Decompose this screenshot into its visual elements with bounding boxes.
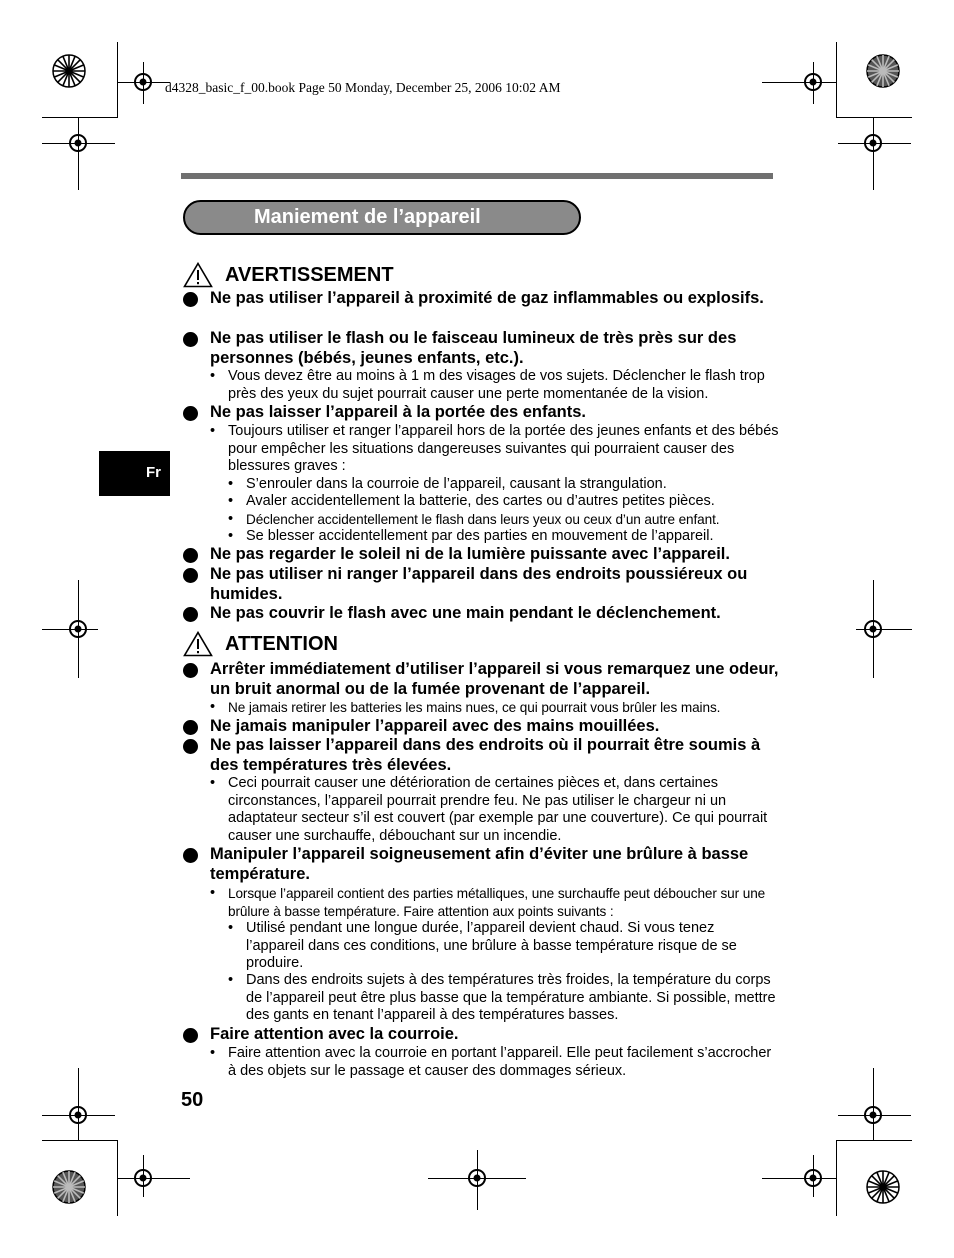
starburst-target-icon <box>52 1170 86 1204</box>
registration-target-icon <box>66 617 90 641</box>
bullet-icon <box>183 1028 198 1043</box>
list-item-text: Arrêter immédiatement d’utiliser l’appareil si vous remarquez une odeur, un bruit anormal ou de la fumée provenant de l’appareil. <box>210 660 779 698</box>
bullet-icon <box>183 848 198 863</box>
sub-list-item-text: Faire attention avec la courroie en portant l’appareil. Elle peut facilement s’accrocher à des objets sur le passage et causer des dommages sérieux. <box>228 1045 772 1079</box>
sub-list-item-text: Toujours utiliser et ranger l’appareil hors de la portée des jeunes enfants et des bébés pour empêcher les situations dangereuses suivantes qui pourraient causer des blessures graves : <box>228 423 779 474</box>
list-item-text: Ne pas laisser l’appareil dans des endroits où il pourrait être soumis à des températures très élevées. <box>210 736 761 774</box>
sub-bullet: • <box>210 885 216 901</box>
sub-list-item-text: Ne jamais retirer les batteries les mains nues, ce qui pourrait vous brûler les mains. <box>228 700 721 715</box>
registration-target-icon <box>801 70 825 94</box>
sub-bullet: • <box>210 1045 216 1061</box>
starburst-target-icon <box>52 54 86 88</box>
registration-target-icon <box>66 1103 90 1127</box>
warning-heading <box>183 262 394 288</box>
page-number: 50 <box>181 1089 204 1111</box>
sub-bullet: • <box>228 528 234 544</box>
bullet-icon <box>183 406 198 421</box>
sub-sub-list-item-text: Dans des endroits sujets à des températures très froides, la température du corps de l’appareil peut être plus basse que la température ambiante. Si possible, mettre des gants en tenant l’appareil à des températures basses. <box>246 972 776 1023</box>
bullet-icon <box>183 720 198 735</box>
list-item-text: Ne pas utiliser ni ranger l’appareil dans des endroits poussiéreux ou humides. <box>210 565 748 603</box>
sub-sub-list-item-text: S’enrouler dans la courroie de l’appareil, causant la strangulation. <box>246 476 667 492</box>
starburst-target-icon <box>866 1170 900 1204</box>
sub-bullet: • <box>210 423 216 439</box>
bullet-icon <box>183 548 198 563</box>
registration-target-icon <box>66 131 90 155</box>
bullet-icon <box>183 739 198 754</box>
sub-sub-list-item-text: Se blesser accidentellement par des parties en mouvement de l’appareil. <box>246 528 714 544</box>
registration-target-icon <box>861 1103 885 1127</box>
caution-heading-text: ATTENTION <box>225 632 338 655</box>
top-rule <box>181 173 773 179</box>
sub-bullet: • <box>228 493 234 509</box>
list-item-text: Ne pas couvrir le flash avec une main pendant le déclenchement. <box>210 604 721 622</box>
sub-bullet: • <box>228 476 234 492</box>
bullet-icon <box>183 663 198 678</box>
registration-target-icon <box>131 1166 155 1190</box>
sub-sub-list-item-text: Déclencher accidentellement le flash dans leurs yeux ou ceux d’un autre enfant. <box>246 512 720 527</box>
language-tab <box>99 451 170 496</box>
list-item-text: Manipuler l’appareil soigneusement afin d’éviter une brûlure à basse température. <box>210 845 749 883</box>
section-title: Maniement de l’appareil <box>254 206 481 228</box>
warning-heading-text: AVERTISSEMENT <box>225 263 394 286</box>
registration-target-icon <box>465 1166 489 1190</box>
starburst-target-icon <box>866 54 900 88</box>
sub-bullet: • <box>228 511 234 527</box>
crop-line <box>117 42 118 117</box>
bullet-icon <box>183 568 198 583</box>
sub-list-item-text: Ceci pourrait causer une détérioration de certaines pièces et, dans certaines circonstances, l’appareil pourrait prendre feu. Ne pas utiliser le chargeur ni un adaptateur secteur s’il est couvert (par exemple par une couverture). Ce qui pourrait causer une surchauffe, débouchant sur un incendie. <box>228 775 768 844</box>
sub-bullet: • <box>228 972 234 988</box>
registration-target-icon <box>861 617 885 641</box>
list-item-text: Faire attention avec la courroie. <box>210 1025 459 1043</box>
caution-heading <box>183 631 338 657</box>
list-item-text: Ne pas regarder le soleil ni de la lumière puissante avec l’appareil. <box>210 545 730 563</box>
sub-bullet: • <box>210 699 216 715</box>
registration-target-icon <box>801 1166 825 1190</box>
registration-target-icon <box>861 131 885 155</box>
list-item-text: Ne pas utiliser le flash ou le faisceau lumineux de très près sur des personnes (bébés, jeunes enfants, etc.). <box>210 329 737 367</box>
registration-target-icon <box>131 70 155 94</box>
warning-triangle-icon <box>183 631 213 657</box>
sub-list-item-text: Vous devez être au moins à 1 m des visages de vos sujets. Déclencher le flash trop près des yeux du sujet pourrait causer une perte momentanée de la vision. <box>228 368 765 402</box>
sub-bullet: • <box>210 368 216 384</box>
bullet-icon <box>183 292 198 307</box>
list-item-text: Ne jamais manipuler l’appareil avec des mains mouillées. <box>210 717 660 735</box>
warning-triangle-icon <box>183 262 213 288</box>
bullet-icon <box>183 332 198 347</box>
list-item-text: Ne pas laisser l’appareil à la portée des enfants. <box>210 403 586 421</box>
sub-bullet: • <box>228 920 234 936</box>
sub-sub-list-item-text: Utilisé pendant une longue durée, l’appareil devient chaud. Si vous tenez l’appareil dans ces conditions, une brûlure à basse température risque de se produire. <box>246 920 737 971</box>
book-meta-line: d4328_basic_f_00.book Page 50 Monday, December 25, 2006 10:02 AM <box>165 80 561 95</box>
list-item-text: Ne pas utiliser l’appareil à proximité de gaz inflammables ou explosifs. <box>210 289 764 307</box>
language-tab-label: Fr <box>146 464 161 481</box>
sub-sub-list-item-text: Avaler accidentellement la batterie, des cartes ou d’autres petites pièces. <box>246 493 715 509</box>
sub-list-item-text: Lorsque l’appareil contient des parties métalliques, une surchauffe peut déboucher sur une brûlure à basse température. Faire attention aux points suivants : <box>228 886 766 919</box>
bullet-icon <box>183 607 198 622</box>
sub-bullet: • <box>210 775 216 791</box>
